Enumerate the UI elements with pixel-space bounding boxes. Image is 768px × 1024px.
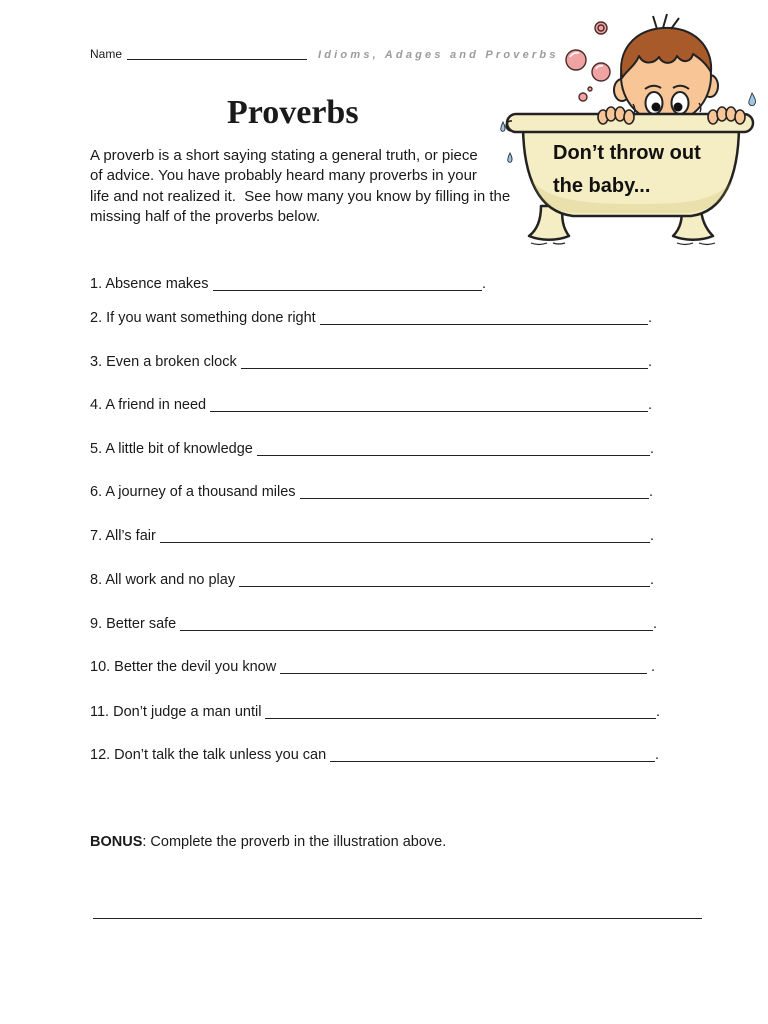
intro-line: life and not realized it. See how many you know by filling in the <box>90 187 511 205</box>
proverb-prompt: 11. Don’t judge a man until <box>90 704 262 720</box>
bonus-label: BONUS <box>90 834 143 850</box>
floor-marks <box>531 243 715 245</box>
page-title: Proverbs <box>227 94 359 131</box>
answer-blank-line <box>320 324 648 325</box>
tub-caption-line: the baby... <box>553 175 651 197</box>
proverb-item <box>90 616 657 633</box>
answer-blank-line <box>265 718 656 719</box>
proverb-item <box>90 747 659 764</box>
answer-blank-line <box>239 586 650 587</box>
answer-blank-line <box>180 630 653 631</box>
answer-blank-line <box>300 498 649 499</box>
proverb-item <box>90 276 486 293</box>
answer-blank-line <box>213 290 482 291</box>
proverb-prompt: 7. All’s fair <box>90 528 156 544</box>
proverb-item <box>90 704 660 721</box>
answer-blank-line <box>257 455 650 456</box>
item-period: . <box>654 747 659 763</box>
proverb-prompt: 1. Absence makes <box>90 276 209 292</box>
answer-blank-line <box>241 368 648 369</box>
proverb-prompt: 12. Don’t talk the talk unless you can <box>90 747 327 763</box>
proverb-item <box>90 354 652 371</box>
bubble <box>579 93 587 101</box>
bubbles <box>566 22 610 101</box>
answer-blank-line <box>210 411 648 412</box>
proverb-prompt: 6. A journey of a thousand miles <box>90 484 296 500</box>
item-period: . <box>647 310 652 326</box>
proverb-item <box>90 484 653 501</box>
item-period: . <box>649 572 654 588</box>
proverb-item <box>90 310 652 327</box>
proverb-prompt: 3. Even a broken clock <box>90 354 237 370</box>
proverb-prompt: 10. Better the devil you know <box>90 659 277 675</box>
intro-line: missing half of the proverbs below. <box>90 207 321 225</box>
baby-head <box>614 14 718 123</box>
proverb-prompt: 9. Better safe <box>90 616 177 632</box>
item-period: . <box>647 397 652 413</box>
item-period: . <box>649 441 654 457</box>
proverb-item <box>90 572 654 589</box>
name-field <box>90 47 307 61</box>
baby-in-bathtub-illustration <box>495 10 765 250</box>
bonus-text: : Complete the proverb in the illustration above. <box>142 834 447 850</box>
proverb-prompt: 4. A friend in need <box>90 397 207 413</box>
intro-line: A proverb is a short saying stating a general truth, or piece <box>90 147 478 164</box>
answer-blank-line <box>280 673 647 674</box>
tub-caption-line: Don’t throw out <box>553 142 701 164</box>
proverb-prompt: 2. If you want something done right <box>90 310 316 326</box>
proverb-item <box>90 659 655 676</box>
bubble <box>588 87 592 91</box>
intro-line: of advice. You have probably heard many proverbs in your <box>90 167 477 185</box>
item-period: . <box>649 528 654 544</box>
bubble <box>595 22 607 34</box>
series-title: Idioms, Adages and Proverbs <box>318 49 559 61</box>
answer-blank-line <box>330 761 655 762</box>
item-period: . <box>647 354 652 370</box>
proverb-item <box>90 528 654 545</box>
item-period: . <box>646 659 655 675</box>
proverb-prompt: 8. All work and no play <box>90 572 236 588</box>
proverb-item <box>90 397 652 414</box>
item-period: . <box>481 276 486 292</box>
answer-blank-line <box>160 542 650 543</box>
intro-paragraph <box>90 146 510 227</box>
name-label: Name <box>90 47 123 61</box>
proverb-prompt: 5. A little bit of knowledge <box>90 441 253 457</box>
proverb-item <box>90 441 654 458</box>
bonus-instruction <box>90 834 446 851</box>
item-period: . <box>648 484 653 500</box>
item-period: . <box>655 704 660 720</box>
bonus-answer-line <box>93 918 702 919</box>
name-blank-line <box>127 49 307 60</box>
item-period: . <box>652 616 657 632</box>
